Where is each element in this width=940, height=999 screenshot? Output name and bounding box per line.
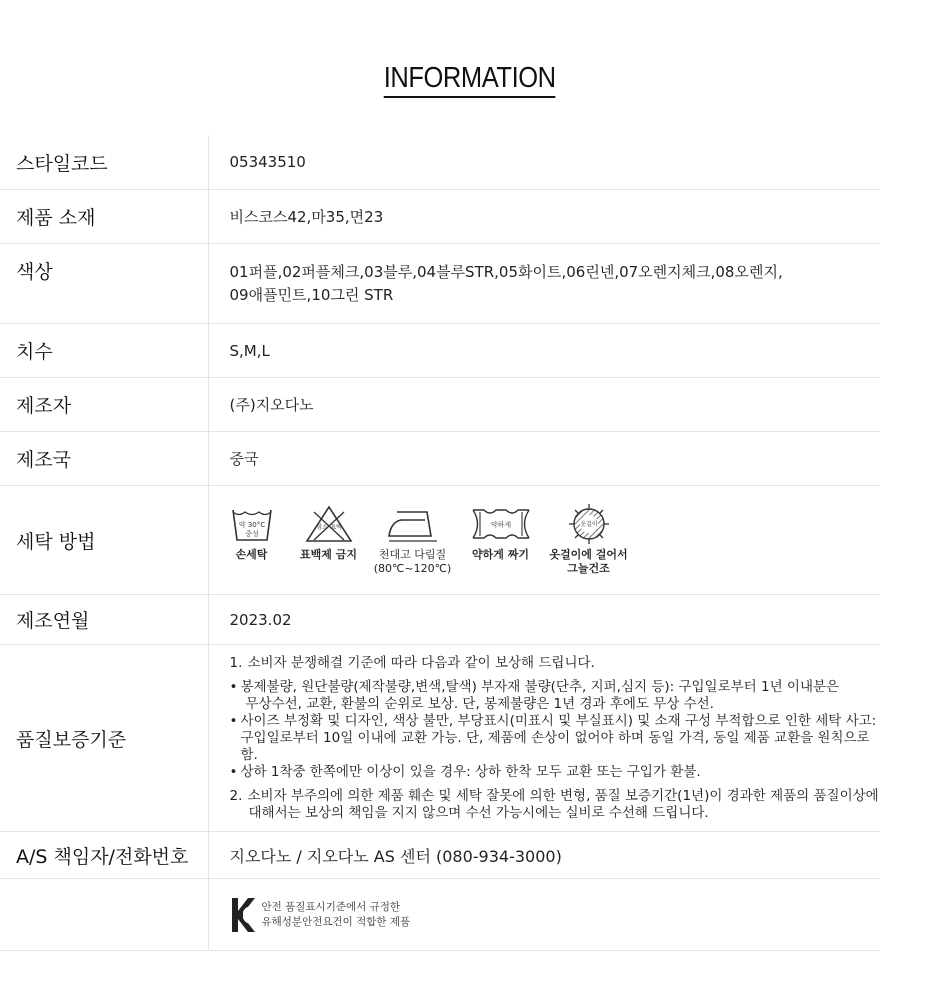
kc-mark-icon (230, 896, 256, 934)
no-bleach-text-1: 염소 (315, 524, 328, 531)
label-material: 제품 소재 (0, 190, 208, 244)
hand-wash-icon (230, 504, 274, 544)
wash-item-iron (373, 504, 453, 576)
wash-label-iron-1: 천대고 다림질 (378, 548, 447, 561)
value-country: 중국 (208, 432, 880, 486)
value-quality (208, 645, 880, 832)
value-style-code: 05343510 (208, 135, 880, 190)
row-material (0, 190, 880, 244)
label-kc-empty (0, 879, 208, 951)
quality-p2-line2: 대해서는 보상의 책임을 지지 않으며 수선 가능시에는 실비로 수선해 드립니다. (248, 804, 709, 821)
label-style-code: 스타일코드 (0, 135, 208, 190)
label-date: 제조연월 (0, 595, 208, 645)
wash-label-dry-2: 그늘건조 (567, 562, 610, 575)
row-size (0, 324, 880, 378)
quality-p1-text: 소비자 분쟁해결 기준에 따라 다음과 같이 보상해 드립니다. (247, 654, 595, 671)
row-washing (0, 486, 880, 595)
wash-label-bleach: 표백제 금지 (300, 548, 357, 561)
value-date: 2023.02 (208, 595, 880, 645)
row-quality (0, 645, 880, 832)
quality-p1 (230, 655, 881, 672)
kc-line-2: 유해성분안전요건이 적합한 제품 (261, 915, 411, 928)
wash-label-hand: 손세탁 (235, 548, 268, 561)
wash-item-hand (225, 504, 279, 562)
wash-label-iron-2: (80℃~120℃) (373, 562, 452, 575)
quality-b1 (230, 679, 881, 713)
quality-b2-line1: 사이즈 부정확 및 디자인, 색상 불만, 부당표시(미표시 및 부실표시) 및 소재 구성 부적합으로 인한 세탁 사고: (240, 712, 877, 729)
quality-p1-num: 1. (229, 654, 243, 671)
quality-b3-text: 상하 1착중 한쪽에만 이상이 있을 경우: 상하 한착 모두 교환 또는 구입가 환불. (240, 763, 701, 780)
value-size: S,M,L (208, 324, 880, 378)
quality-b2-dot: • (229, 712, 238, 729)
wash-item-dry (547, 504, 631, 576)
quality-p2-num: 2. (229, 787, 243, 804)
label-country: 제조국 (0, 432, 208, 486)
kc-block (230, 896, 881, 934)
value-washing (208, 486, 880, 595)
quality-b1-line2: 무상수선, 교환, 환불의 순위로 보상. 단, 봉제불량은 1년 경과 후에도 무상 수선. (245, 695, 714, 712)
iron-icon (385, 504, 441, 544)
value-maker: (주)지오다노 (208, 378, 880, 432)
row-as (0, 832, 880, 879)
quality-p2-line1: 소비자 부주의에 의한 제품 훼손 및 세탁 잘못에 의한 변형, 품질 보증기간(1년)이 경과한 제품의 품질이상에 (247, 787, 879, 804)
row-color (0, 244, 880, 324)
quality-p2 (230, 788, 881, 822)
hand-wash-neutral: 중성 (244, 530, 259, 538)
value-material: 비스코스42,마35,면23 (208, 190, 880, 244)
row-kc (0, 879, 880, 951)
quality-b1-line1: 봉제불량, 원단불량(제작불량,변색,탈색) 부자재 불량(단추, 지퍼,심지 등): 구입일로부터 1년 이내분은 (240, 678, 840, 695)
label-color: 색상 (0, 244, 208, 324)
value-color (208, 244, 880, 324)
hang-dry-shade-icon (566, 504, 612, 544)
label-maker: 제조자 (0, 378, 208, 432)
value-kc (208, 879, 880, 951)
wash-item-bleach (297, 504, 361, 562)
quality-b3 (230, 764, 881, 781)
row-style-code (0, 135, 880, 190)
no-bleach-text-2: 표백 (329, 524, 342, 531)
hand-wash-temp: 약 30°C (238, 521, 265, 529)
wring-gently-text: 약하게 (490, 521, 511, 529)
label-quality: 품질보증기준 (0, 645, 208, 832)
info-table (0, 135, 880, 951)
page-title-wrap (0, 60, 940, 98)
washing-icons (225, 504, 881, 576)
kc-line-1: 안전 품질표시기준에서 규정한 (261, 900, 401, 913)
label-as: A/S 책임자/전화번호 (0, 832, 208, 879)
quality-b2-line2: 구입일로부터 10일 이내에 교환 가능. 단, 제품에 손상이 없어야 하며 동일 가격, 동일 제품 교환을 원칙으로 함. (240, 729, 870, 763)
color-line-2: 09애플민트,10그린 STR (229, 285, 394, 304)
label-size: 치수 (0, 324, 208, 378)
wring-gently-icon (470, 504, 532, 544)
wash-item-wring (467, 504, 535, 562)
wash-label-wring: 약하게 짜기 (472, 548, 529, 561)
label-washing: 세탁 방법 (0, 486, 208, 595)
hang-dry-text: 옷걸이 (579, 521, 598, 528)
quality-b1-dot: • (229, 678, 238, 695)
page-title: INFORMATION (384, 60, 556, 98)
quality-b2 (230, 713, 881, 764)
no-bleach-icon (304, 504, 354, 544)
row-date (0, 595, 880, 645)
wash-label-dry-1: 옷걸이에 걸어서 (549, 548, 628, 561)
row-maker (0, 378, 880, 432)
quality-b3-dot: • (229, 763, 238, 780)
row-country (0, 432, 880, 486)
quality-text (230, 655, 881, 822)
color-line-1: 01퍼플,02퍼플체크,03블루,04블루STR,05화이트,06린넨,07오렌지체크,08오렌지, (229, 262, 783, 281)
value-as: 지오다노 / 지오다노 AS 센터 (080-934-3000) (208, 832, 880, 879)
